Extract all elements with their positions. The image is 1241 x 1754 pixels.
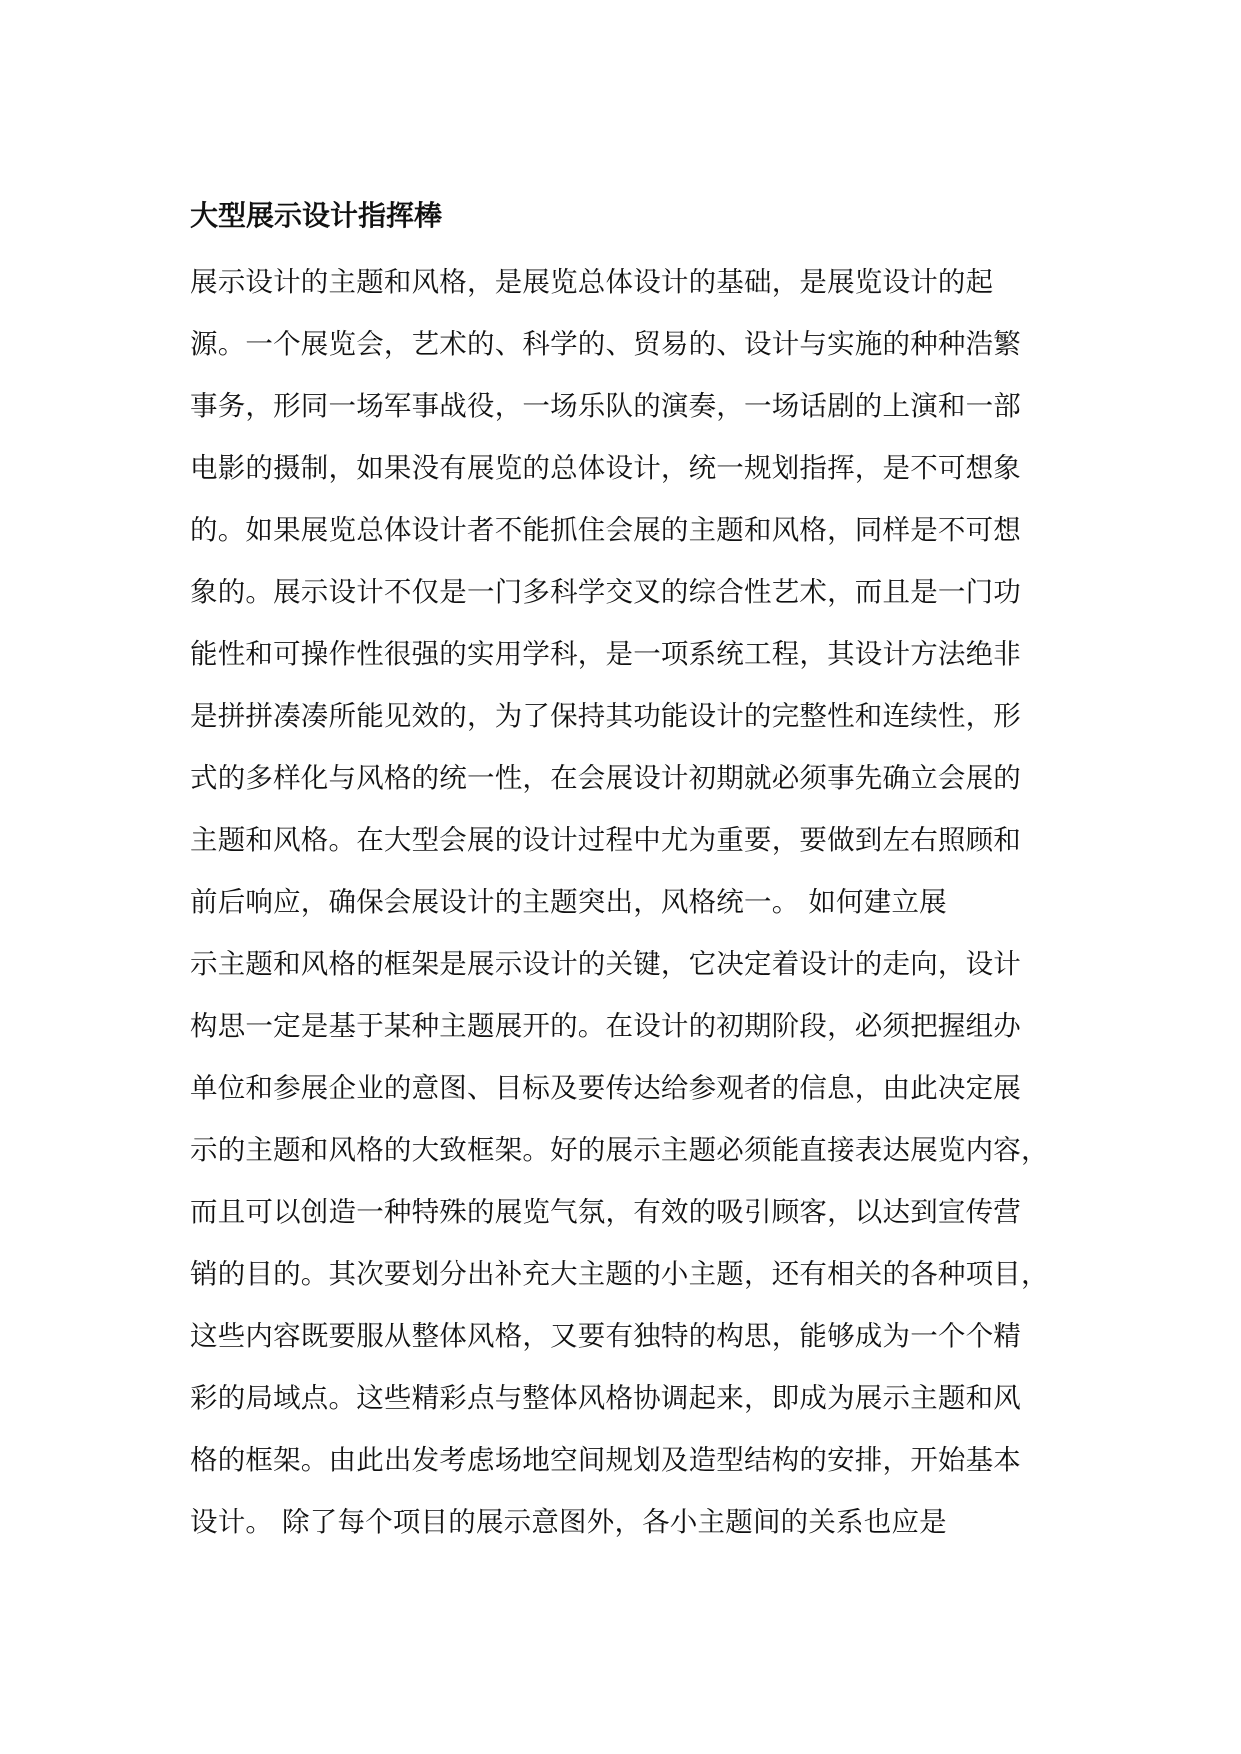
text-line: 能性和可操作性很强的实用学科，是一项系统工程，其设计方法绝非 <box>190 638 1021 670</box>
text-line: 而且可以创造一种特殊的展览气氛，有效的吸引顾客，以达到宣传营 <box>190 1196 1021 1228</box>
text-line: 事务，形同一场军事战役，一场乐队的演奏，一场话剧的上演和一部 <box>190 390 1021 422</box>
text-line: 前后响应，确保会展设计的主题突出，风格统一。 如何建立展 <box>190 886 947 918</box>
text-line: 电影的摄制，如果没有展览的总体设计，统一规划指挥，是不可想象 <box>190 452 1021 484</box>
text-line: 销的目的。其次要划分出补充大主题的小主题，还有相关的各种项目， <box>190 1258 1049 1290</box>
body-paragraph <box>190 260 1070 1562</box>
text-line: 示的主题和风格的大致框架。好的展示主题必须能直接表达展览内容， <box>190 1134 1049 1166</box>
text-line: 展示设计的主题和风格，是展览总体设计的基础，是展览设计的起 <box>190 266 994 298</box>
document-title: 大型展示设计指挥棒 <box>190 199 443 232</box>
text-line: 式的多样化与风格的统一性，在会展设计初期就必须事先确立会展的 <box>190 762 1021 794</box>
text-line: 主题和风格。在大型会展的设计过程中尤为重要，要做到左右照顾和 <box>190 824 1021 856</box>
text-line: 构思一定是基于某种主题展开的。在设计的初期阶段，必须把握组办 <box>190 1010 1021 1042</box>
text-line: 设计。 除了每个项目的展示意图外，各小主题间的关系也应是 <box>190 1506 947 1538</box>
text-line: 源。一个展览会，艺术的、科学的、贸易的、设计与实施的种种浩繁 <box>190 328 1021 360</box>
text-line: 彩的局域点。这些精彩点与整体风格协调起来，即成为展示主题和风 <box>190 1382 1021 1414</box>
text-line: 象的。展示设计不仅是一门多科学交叉的综合性艺术，而且是一门功 <box>190 576 1021 608</box>
text-line: 单位和参展企业的意图、目标及要传达给参观者的信息，由此决定展 <box>190 1072 1021 1104</box>
text-line: 是拼拼凑凑所能见效的，为了保持其功能设计的完整性和连续性，形 <box>190 700 1021 732</box>
text-line: 格的框架。由此出发考虑场地空间规划及造型结构的安排，开始基本 <box>190 1444 1021 1476</box>
text-line: 示主题和风格的框架是展示设计的关键，它决定着设计的走向，设计 <box>190 948 1021 980</box>
text-line: 这些内容既要服从整体风格，又要有独特的构思，能够成为一个个精 <box>190 1320 1021 1352</box>
text-line: 的。如果展览总体设计者不能抓住会展的主题和风格，同样是不可想 <box>190 514 1021 546</box>
